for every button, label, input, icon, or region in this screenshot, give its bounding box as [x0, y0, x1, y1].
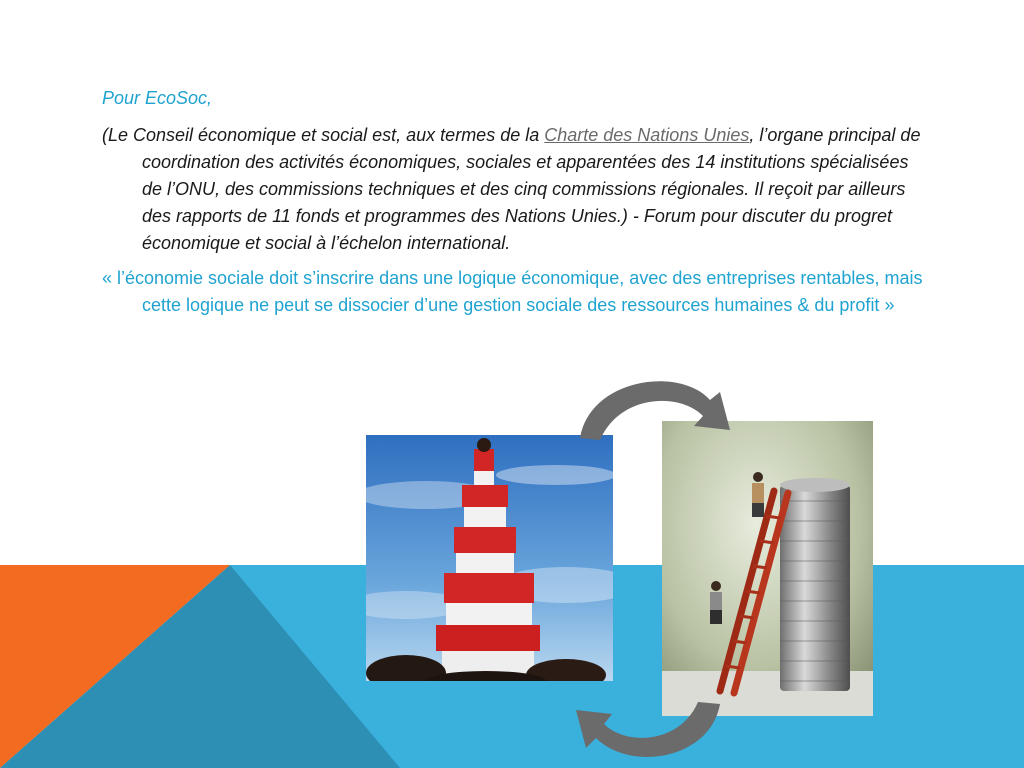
ecosoc-definition	[102, 122, 932, 257]
definition-text-end: , l’organe principal de coordination des activités économiques, sociales et apparentées des 14 institutions spécialisées de l’ONU, des commissions techniques et des cinq commissions régionales. Il reçoit par ailleurs des rapports de 11 fonds et programmes des Nations Unies.) - Forum pour discuter du progret économique et social à l’échelon international.	[142, 125, 921, 253]
slide-text	[102, 85, 932, 327]
cycle-arrow-top-icon	[560, 360, 750, 450]
coin-stack-ladder-photo	[662, 421, 873, 716]
slide-heading: Pour EcoSoc,	[102, 88, 213, 108]
cycle-arrow-bottom-icon	[560, 690, 740, 768]
human-tower-photo	[366, 435, 613, 681]
charter-link[interactable]: Charte des Nations Unies	[544, 125, 750, 145]
definition-text-start: (Le Conseil économique et social est, aux termes de la	[102, 125, 545, 145]
social-economy-quote: « l’économie sociale doit s’inscrire dans une logique économique, avec des entreprises rentables, mais cette logique ne peut se dissocier d’une gestion sociale des ressources humaines & du profit »	[102, 268, 923, 315]
